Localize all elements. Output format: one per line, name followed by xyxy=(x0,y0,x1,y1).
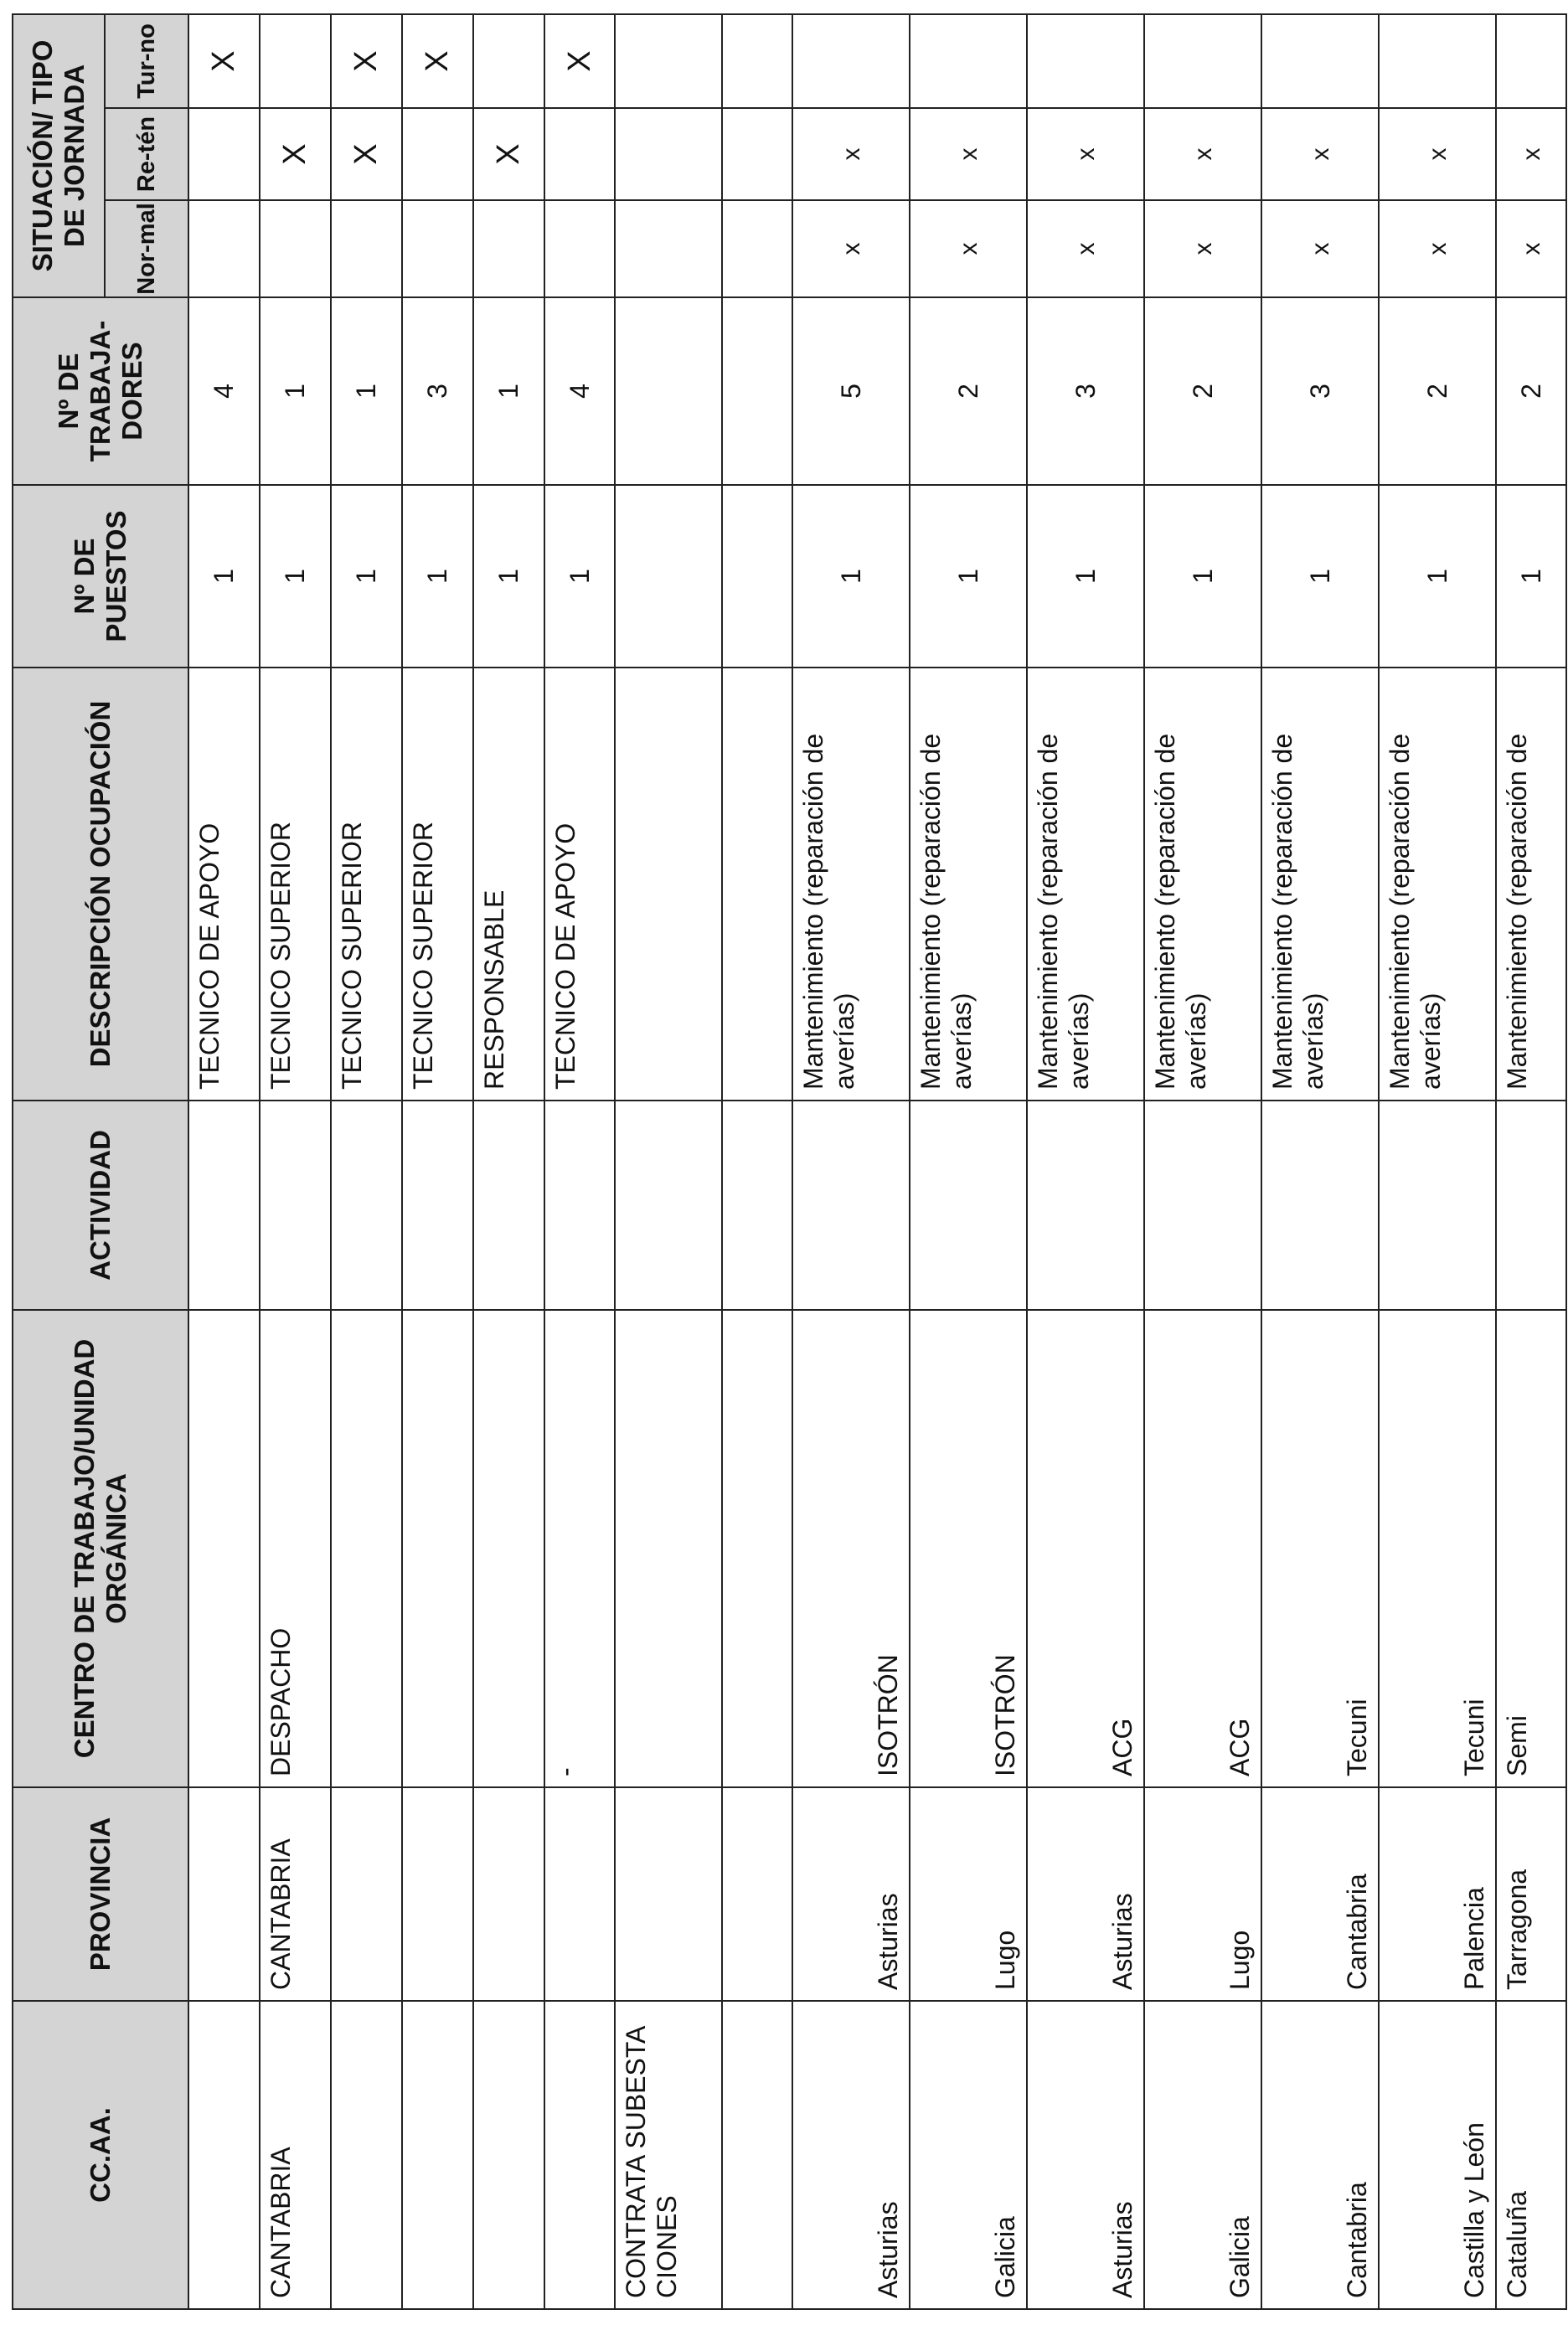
cell-normal-mark xyxy=(188,200,260,297)
header-turno: Tur-no xyxy=(105,14,188,108)
cell-provincia xyxy=(544,1787,615,2001)
table-row xyxy=(188,14,260,2309)
cell-centro-trabajo: ACG xyxy=(1027,1310,1144,1787)
cell-provincia: Tarragona xyxy=(1496,1787,1566,2001)
cell-centro-trabajo xyxy=(188,1310,260,1787)
cell-descripcion-ocupacion xyxy=(722,668,792,1101)
cell-reten-mark xyxy=(544,108,615,200)
cell-normal-mark xyxy=(473,200,544,297)
cell-ccaa xyxy=(188,2001,260,2309)
cell-num-puestos: 1 xyxy=(910,485,1027,668)
cell-reten-mark: x xyxy=(1144,108,1261,200)
cell-num-puestos: 1 xyxy=(1379,485,1496,668)
table-row xyxy=(1261,14,1379,2309)
cell-normal-mark: x xyxy=(1261,200,1379,297)
cell-num-trabajadores: 2 xyxy=(1379,297,1496,485)
cell-actividad xyxy=(1496,1101,1566,1310)
cell-num-trabajadores xyxy=(722,297,792,485)
cell-num-puestos: 1 xyxy=(473,485,544,668)
cell-reten-mark: X xyxy=(331,108,402,200)
cell-num-puestos: 1 xyxy=(1496,485,1566,668)
cell-num-puestos: 1 xyxy=(188,485,260,668)
cell-normal-mark: x xyxy=(910,200,1027,297)
table-row xyxy=(1027,14,1144,2309)
cell-descripcion-ocupacion: Mantenimiento (reparación de averías) xyxy=(1379,668,1496,1101)
cell-reten-mark: x xyxy=(1496,108,1566,200)
cell-reten-mark xyxy=(188,108,260,200)
cell-turno-mark xyxy=(473,14,544,108)
cell-num-trabajadores: 1 xyxy=(473,297,544,485)
table-row xyxy=(473,14,544,2309)
cell-num-trabajadores: 4 xyxy=(188,297,260,485)
cell-reten-mark: X xyxy=(260,108,331,200)
cell-actividad xyxy=(188,1101,260,1310)
header-actividad: ACTIVIDAD xyxy=(13,1101,188,1310)
cell-normal-mark: x xyxy=(1144,200,1261,297)
cell-turno-mark xyxy=(1379,14,1496,108)
cell-num-trabajadores: 1 xyxy=(260,297,331,485)
cell-normal-mark: x xyxy=(792,200,910,297)
cell-descripcion-ocupacion: TECNICO SUPERIOR xyxy=(331,668,402,1101)
cell-descripcion-ocupacion xyxy=(615,668,722,1101)
table-row xyxy=(544,14,615,2309)
cell-num-puestos: 1 xyxy=(1261,485,1379,668)
cell-actividad xyxy=(331,1101,402,1310)
cell-actividad xyxy=(1261,1101,1379,1310)
cell-centro-trabajo xyxy=(722,1310,792,1787)
header-reten: Re-tén xyxy=(105,108,188,200)
table-row xyxy=(792,14,910,2309)
cell-ccaa: Cantabria xyxy=(1261,2001,1379,2309)
header-num-trabajadores: Nº DE TRABAJA-DORES xyxy=(13,297,188,485)
header-num-puestos: Nº DE PUESTOS xyxy=(13,485,188,668)
cell-num-trabajadores: 2 xyxy=(1496,297,1566,485)
cell-num-trabajadores: 3 xyxy=(402,297,473,485)
cell-centro-trabajo: ISOTRÓN xyxy=(910,1310,1027,1787)
cell-reten-mark xyxy=(615,108,722,200)
cell-reten-mark: x xyxy=(1379,108,1496,200)
cell-normal-mark xyxy=(260,200,331,297)
cell-turno-mark xyxy=(910,14,1027,108)
cell-reten-mark: x xyxy=(792,108,910,200)
cell-actividad xyxy=(722,1101,792,1310)
cell-reten-mark xyxy=(402,108,473,200)
cell-centro-trabajo: ISOTRÓN xyxy=(792,1310,910,1787)
cell-provincia: Asturias xyxy=(792,1787,910,2001)
table-row xyxy=(331,14,402,2309)
header-centro-trabajo: CENTRO DE TRABAJO/UNIDAD ORGÁNICA xyxy=(13,1310,188,1787)
header-normal: Nor-mal xyxy=(105,200,188,297)
table-row xyxy=(402,14,473,2309)
cell-descripcion-ocupacion: Mantenimiento (reparación de xyxy=(1496,668,1566,1101)
table-body xyxy=(188,14,1566,2309)
cell-ccaa xyxy=(331,2001,402,2309)
cell-turno-mark xyxy=(722,14,792,108)
cell-descripcion-ocupacion: Mantenimiento (reparación de averías) xyxy=(792,668,910,1101)
cell-turno-mark xyxy=(1027,14,1144,108)
cell-centro-trabajo xyxy=(331,1310,402,1787)
cell-provincia xyxy=(473,1787,544,2001)
cell-actividad xyxy=(402,1101,473,1310)
table-row xyxy=(1144,14,1261,2309)
cell-centro-trabajo: Semi xyxy=(1496,1310,1566,1787)
cell-descripcion-ocupacion: TECNICO DE APOYO xyxy=(188,668,260,1101)
table-header-row xyxy=(13,14,105,2309)
cell-centro-trabajo xyxy=(473,1310,544,1787)
cell-num-puestos: 1 xyxy=(1027,485,1144,668)
cell-num-puestos: 1 xyxy=(331,485,402,668)
cell-provincia: Asturias xyxy=(1027,1787,1144,2001)
cell-actividad xyxy=(544,1101,615,1310)
cell-ccaa: Galicia xyxy=(910,2001,1027,2309)
cell-normal-mark xyxy=(402,200,473,297)
cell-reten-mark: x xyxy=(1261,108,1379,200)
cell-turno-mark xyxy=(1496,14,1566,108)
cell-descripcion-ocupacion: Mantenimiento (reparación de averías) xyxy=(910,668,1027,1101)
cell-descripcion-ocupacion: RESPONSABLE xyxy=(473,668,544,1101)
cell-ccaa: Galicia xyxy=(1144,2001,1261,2309)
cell-turno-mark xyxy=(1261,14,1379,108)
cell-centro-trabajo: - xyxy=(544,1310,615,1787)
cell-normal-mark xyxy=(615,200,722,297)
cell-centro-trabajo: ACG xyxy=(1144,1310,1261,1787)
cell-ccaa xyxy=(544,2001,615,2309)
table-row xyxy=(260,14,331,2309)
cell-turno-mark: X xyxy=(544,14,615,108)
cell-ccaa xyxy=(402,2001,473,2309)
cell-provincia xyxy=(722,1787,792,2001)
cell-descripcion-ocupacion: Mantenimiento (reparación de averías) xyxy=(1027,668,1144,1101)
table-row xyxy=(1379,14,1496,2309)
cell-ccaa xyxy=(722,2001,792,2309)
cell-num-trabajadores: 2 xyxy=(1144,297,1261,485)
cell-descripcion-ocupacion: Mantenimiento (reparación de averías) xyxy=(1144,668,1261,1101)
cell-num-puestos xyxy=(722,485,792,668)
table-row xyxy=(615,14,722,2309)
cell-actividad xyxy=(1027,1101,1144,1310)
cell-reten-mark: X xyxy=(473,108,544,200)
cell-num-trabajadores: 1 xyxy=(331,297,402,485)
cell-num-puestos xyxy=(615,485,722,668)
cell-turno-mark xyxy=(615,14,722,108)
cell-reten-mark: x xyxy=(910,108,1027,200)
cell-num-trabajadores: 4 xyxy=(544,297,615,485)
table-row xyxy=(910,14,1027,2309)
cell-turno-mark xyxy=(792,14,910,108)
cell-descripcion-ocupacion: TECNICO DE APOYO xyxy=(544,668,615,1101)
cell-normal-mark: x xyxy=(1379,200,1496,297)
cell-reten-mark xyxy=(722,108,792,200)
cell-num-trabajadores: 2 xyxy=(910,297,1027,485)
cell-turno-mark xyxy=(1144,14,1261,108)
cell-num-puestos: 1 xyxy=(544,485,615,668)
cell-turno-mark: X xyxy=(188,14,260,108)
cell-normal-mark xyxy=(544,200,615,297)
cell-centro-trabajo: Tecuni xyxy=(1261,1310,1379,1787)
cell-ccaa: CANTABRIA xyxy=(260,2001,331,2309)
cell-ccaa: CONTRATA SUBESTACIONES xyxy=(615,2001,722,2309)
cell-centro-trabajo: DESPACHO xyxy=(260,1310,331,1787)
cell-normal-mark: x xyxy=(1496,200,1566,297)
table-row xyxy=(1496,14,1566,2309)
cell-num-trabajadores: 5 xyxy=(792,297,910,485)
cell-provincia xyxy=(402,1787,473,2001)
cell-provincia: CANTABRIA xyxy=(260,1787,331,2001)
cell-normal-mark xyxy=(331,200,402,297)
cell-num-trabajadores: 3 xyxy=(1261,297,1379,485)
cell-provincia: Lugo xyxy=(910,1787,1027,2001)
cell-turno-mark: X xyxy=(331,14,402,108)
cell-num-puestos: 1 xyxy=(1144,485,1261,668)
cell-centro-trabajo xyxy=(402,1310,473,1787)
cell-actividad xyxy=(473,1101,544,1310)
cell-reten-mark: x xyxy=(1027,108,1144,200)
occupation-table xyxy=(12,13,1567,2310)
cell-provincia xyxy=(331,1787,402,2001)
cell-centro-trabajo: Tecuni xyxy=(1379,1310,1496,1787)
cell-turno-mark: X xyxy=(402,14,473,108)
cell-normal-mark xyxy=(722,200,792,297)
cell-num-trabajadores: 3 xyxy=(1027,297,1144,485)
cell-actividad xyxy=(260,1101,331,1310)
cell-descripcion-ocupacion: TECNICO SUPERIOR xyxy=(260,668,331,1101)
header-situacion-jornada: SITUACIÓN/ TIPO DE JORNADA xyxy=(13,14,105,297)
cell-provincia: Palencia xyxy=(1379,1787,1496,2001)
cell-provincia xyxy=(615,1787,722,2001)
cell-actividad xyxy=(910,1101,1027,1310)
cell-ccaa: Asturias xyxy=(1027,2001,1144,2309)
cell-provincia: Cantabria xyxy=(1261,1787,1379,2001)
cell-centro-trabajo xyxy=(615,1310,722,1787)
cell-actividad xyxy=(615,1101,722,1310)
cell-provincia xyxy=(188,1787,260,2001)
cell-ccaa xyxy=(473,2001,544,2309)
cell-provincia: Lugo xyxy=(1144,1787,1261,2001)
cell-actividad xyxy=(1144,1101,1261,1310)
cell-num-puestos: 1 xyxy=(402,485,473,668)
cell-num-puestos: 1 xyxy=(792,485,910,668)
cell-normal-mark: x xyxy=(1027,200,1144,297)
cell-num-trabajadores xyxy=(615,297,722,485)
cell-turno-mark xyxy=(260,14,331,108)
cell-ccaa: Castilla y León xyxy=(1379,2001,1496,2309)
header-ccaa: CC.AA. xyxy=(13,2001,188,2309)
cell-actividad xyxy=(792,1101,910,1310)
header-provincia: PROVINCIA xyxy=(13,1787,188,2001)
table-row xyxy=(722,14,792,2309)
cell-actividad xyxy=(1379,1101,1496,1310)
cell-ccaa: Cataluña xyxy=(1496,2001,1566,2309)
cell-ccaa: Asturias xyxy=(792,2001,910,2309)
header-descripcion-ocupacion: DESCRIPCIÓN OCUPACIÓN xyxy=(13,668,188,1101)
cell-num-puestos: 1 xyxy=(260,485,331,668)
cell-descripcion-ocupacion: TECNICO SUPERIOR xyxy=(402,668,473,1101)
cell-descripcion-ocupacion: Mantenimiento (reparación de averías) xyxy=(1261,668,1379,1101)
